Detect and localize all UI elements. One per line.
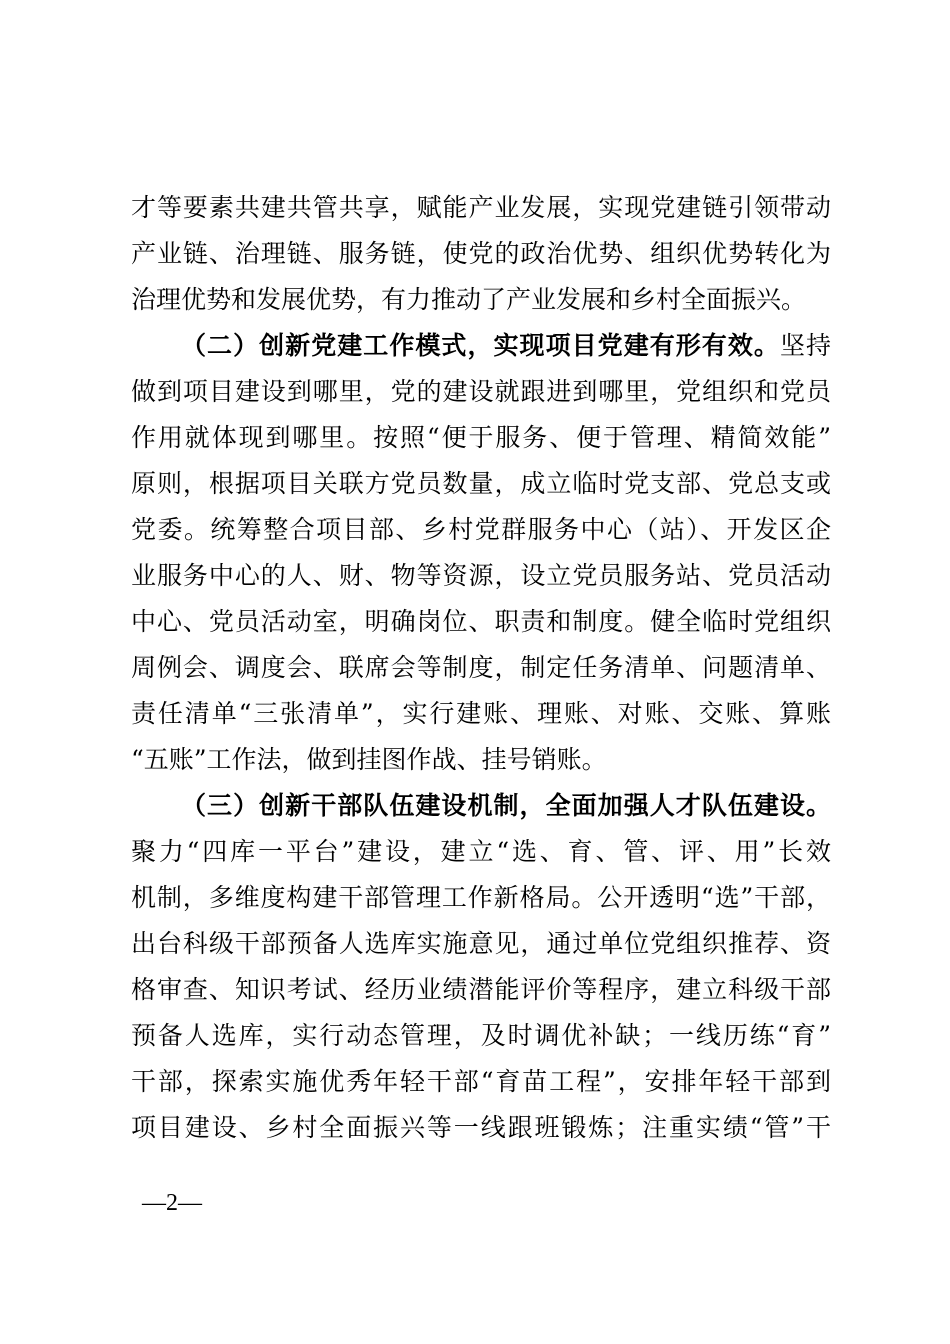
body-line: 产业链、治理链、服务链，使党的政治优势、组织优势转化为 (131, 239, 831, 268)
body-line: 中心、党员活动室，明确岗位、职责和制度。健全临时党组织 (131, 607, 831, 636)
body-line: 业服务中心的人、财、物等资源，设立党员服务站、党员活动 (131, 561, 831, 590)
body-line: 党委。统筹整合项目部、乡村党群服务中心（站）、开发区企 (131, 515, 831, 544)
section-heading-2-line: （二）创新党建工作模式，实现项目党建有形有效。坚持 (181, 331, 831, 360)
body-line: 项目建设、乡村全面振兴等一线跟班锻炼；注重实绩“管”干 (131, 1113, 831, 1142)
body-line: 周例会、调度会、联席会等制度，制定任务清单、问题清单、 (131, 653, 831, 682)
section-heading-3-line (181, 784, 831, 828)
body-line: “五账”工作法，做到挂图作战、挂号销账。 (131, 745, 607, 774)
body-line: 治理优势和发展优势，有力推动了产业发展和乡村全面振兴。 (131, 285, 807, 314)
body-line: 机制，多维度构建干部管理工作新格局。公开透明“选”干部， (131, 883, 831, 912)
body-line: 作用就体现到哪里。按照“便于服务、便于管理、精简效能” (131, 423, 831, 452)
body-line: 干部，探索实施优秀年轻干部“育苗工程”，安排年轻干部到 (131, 1067, 831, 1096)
body-line: 原则，根据项目关联方党员数量，成立临时党支部、党总支或 (131, 469, 831, 498)
body-line: 格审查、知识考试、经历业绩潜能评价等程序，建立科级干部 (131, 975, 831, 1004)
page-number: —2— (142, 1190, 202, 1216)
body-line: 预备人选库，实行动态管理，及时调优补缺；一线历练“育” (131, 1021, 831, 1050)
section-heading-3: （三）创新干部队伍建设机制，全面加强人才队伍建设。 (181, 791, 831, 820)
body-line: 责任清单“三张清单”，实行建账、理账、对账、交账、算账 (131, 699, 831, 728)
section-heading-2: （二）创新党建工作模式，实现项目党建有形有效。 (181, 331, 780, 360)
body-line: 聚力“四库一平台”建设，建立“选、育、管、评、用”长效 (131, 837, 831, 866)
body-line: 出台科级干部预备人选库实施意见，通过单位党组织推荐、资 (131, 929, 831, 958)
body-line: 做到项目建设到哪里，党的建设就跟进到哪里，党组织和党员 (131, 377, 831, 406)
body-line: 才等要素共建共管共享，赋能产业发展，实现党建链引领带动 (131, 193, 831, 222)
